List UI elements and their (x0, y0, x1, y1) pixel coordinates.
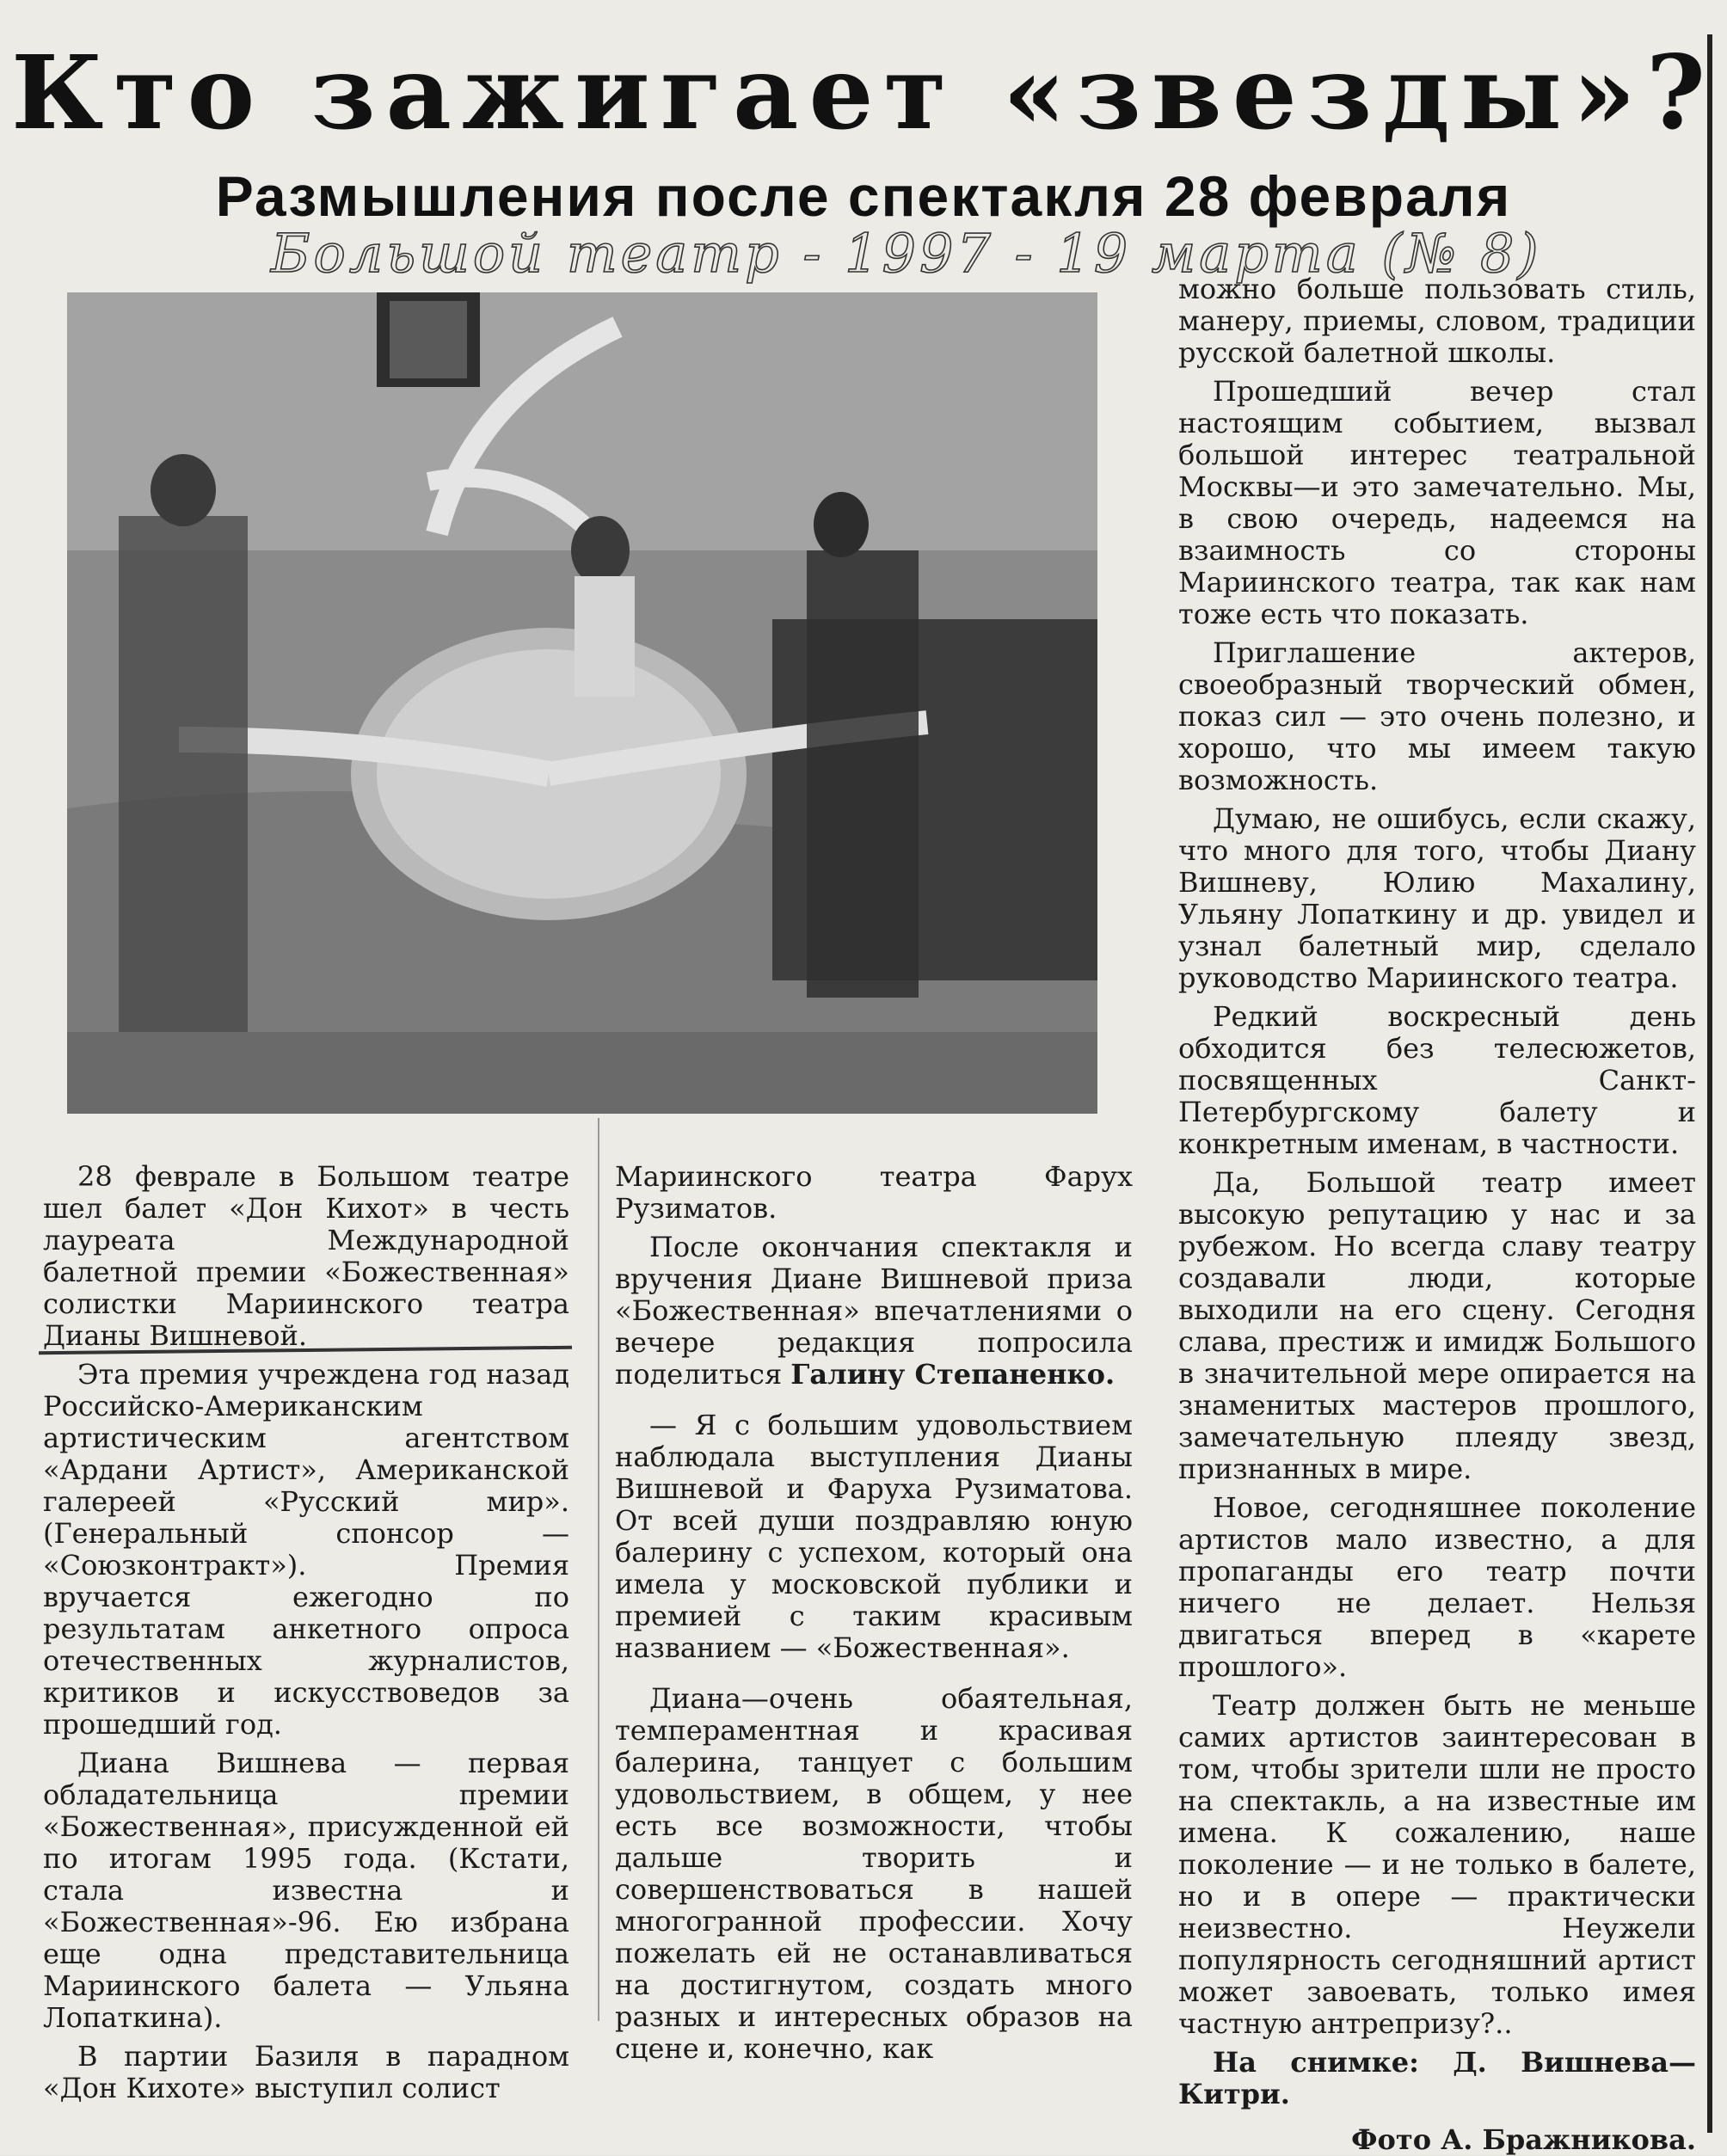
paragraph: Новое, сегодняшнее поколение артистов мало известно, а для пропаганды его театр почти ничего не делает. Нельзя двигаться вперед в «карете прошлого». (1178, 1491, 1696, 1683)
column-1 (43, 1161, 569, 2111)
paragraph: Диана Вишнева — первая обладательница премии «Божественная», присужденной ей по итогам 1995 года. (Кстати, стала известна и «Божественная»-96. Ею избрана еще одна представительница Мариинского балета — Ульяна Лопаткина). (43, 1747, 569, 2034)
photo-caption: На снимке: Д. Вишнева—Китри. (1178, 2046, 1696, 2110)
paragraph: Диана—очень обаятельная, темпераментная и красивая балерина, танцует с большим удовольствием, в общем, у нее есть все возможности, чтобы дальше творить и совершенствоваться в нашей многогранной профессии. Хочу пожелать ей не останавливаться на достигнутом, создать много разных и интересных образов на сцене и, конечно, как (615, 1682, 1133, 2065)
column-2 (615, 1161, 1133, 2072)
interviewee-name: Галину Степаненко. (790, 1358, 1115, 1391)
photo-credit: Фото А. Бражникова. (1351, 2123, 1696, 2156)
subheadline: Размышления после спектакля 28 февраля (215, 164, 1512, 228)
paragraph: Редкий воскресный день обходится без телесюжетов, посвященных Санкт-Петербургскому балету и конкретным именам, в частности. (1178, 1000, 1696, 1160)
paragraph: Эта премия учреждена год назад Российско-Американским артистическим агентством «Ардани Артист», Американской галереей «Русский мир». (Генеральный спонсор — «Союзконтракт»). Премия вручается ежегодно по результатам анкетного опроса отечественных журналистов, критиков и искусствоведов за прошедший год. (43, 1358, 569, 1741)
headline: Кто зажигает «звезды»? (11, 33, 1716, 152)
paragraph: 28 феврале в Большом театре шел балет «Дон Кихот» в честь лауреата Международной балетной премии «Божественная» солистки Мариинского театра Дианы Вишневой. (43, 1160, 569, 1352)
paragraph: Мариинского театра Фарух Рузиматов. (615, 1160, 1133, 1225)
ballet-photo (67, 292, 1097, 1114)
paragraph (615, 1232, 1133, 1391)
paragraph: В партии Базиля в парадном «Дон Кихоте» выступил солист (43, 2040, 569, 2104)
paragraph: можно больше пользовать стиль, манеру, приемы, словом, традиции русской балетной школы. (1178, 273, 1696, 369)
ballet-photo-illustration (67, 292, 1097, 1114)
paragraph: Театр должен быть не меньше самих артистов заинтересован в том, чтобы зрители шли не просто на спектакль, а на известные им имена. К сожалению, наше поколение — и не только в балете, но и в опере — практически неизвестно. Неужели популярность сегодняшний артист может завоевать, только имея частную антрепризу?.. (1178, 1689, 1696, 2040)
column-3 (1178, 273, 1696, 2156)
paragraph: Приглашение актеров, своеобразный творческий обмен, показ сил — это очень полезно, и хорошо, что мы имеем такую возможность. (1178, 636, 1696, 796)
handwritten-annotation: Большой театр - 1997 - 19 марта (№ 8) (271, 222, 1542, 285)
paragraph: Да, Большой театр имеет высокую репутацию у нас и за рубежом. Но всегда славу театру создавали люди, которые выходили на его сцену. Сегодня слава, престиж и имидж Большого в значительной мере опирается на знаменитых мастеров прошлого, замечательную плеяду звезд, признанных в мире. (1178, 1166, 1696, 1485)
paragraph: Думаю, не ошибусь, если скажу, что много для того, чтобы Диану Вишневу, Юлию Махалину, Ульяну Лопаткину и др. увидел и узнал балетный мир, сделало руководство Мариинского театра. (1178, 802, 1696, 994)
column-divider (598, 1118, 599, 2021)
paragraph-text: После окончания спектакля и вручения Диане Вишневой приза «Божественная» впечатлениями о вечере редакция попросила поделиться (615, 1231, 1133, 1391)
column-rule (1707, 34, 1712, 2133)
paragraph: — Я с большим удовольствием наблюдала выступления Дианы Вишневой и Фаруха Рузиматова. От всей души поздравляю юную балерину с успехом, который она имела у московской публики и премией с таким красивым названием — «Божественная». (615, 1409, 1133, 1664)
paragraph: Прошедший вечер стал настоящим событием, вызвал большой интерес театральной Москвы—и это замечательно. Мы, в свою очередь, надеемся на взаимность со стороны Мариинского театра, так как нам тоже есть что показать. (1178, 375, 1696, 630)
